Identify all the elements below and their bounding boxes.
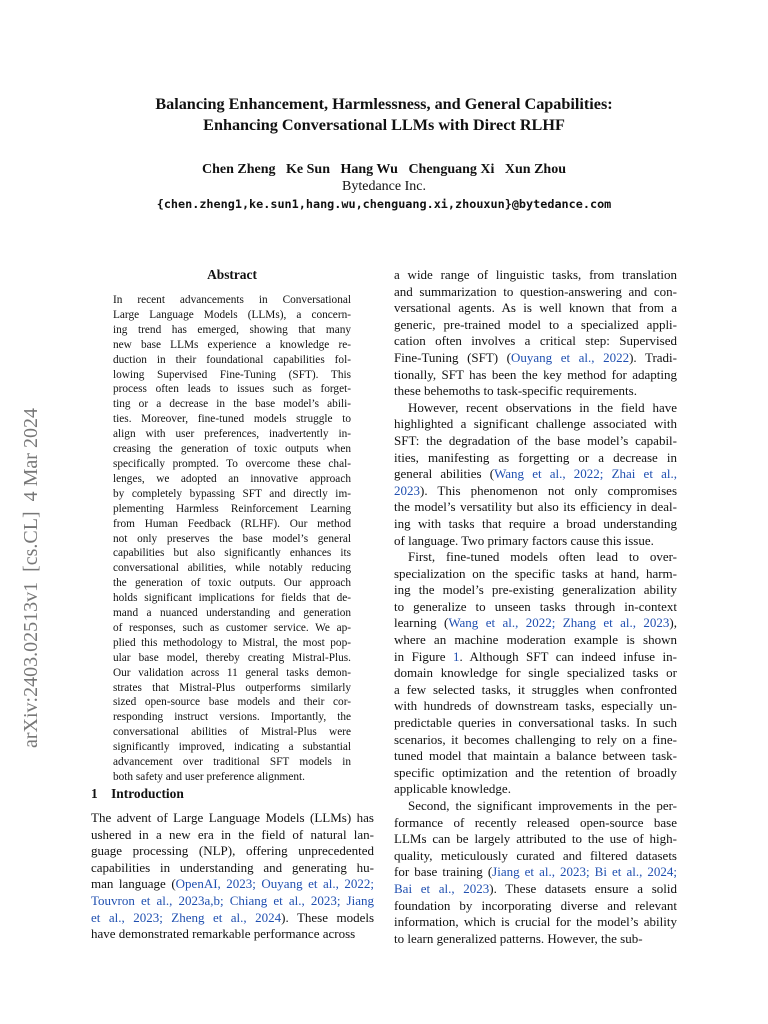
section-heading-introduction xyxy=(91,785,184,802)
body-line xyxy=(394,698,677,715)
citation-link[interactable]: Wang et al., 2022; Zhai et al., xyxy=(494,466,677,482)
body-text: ing the model’s pre-existing generalization ability xyxy=(394,582,677,598)
body-line xyxy=(394,864,677,881)
body-text: with hundreds of downstream tasks, especially un- xyxy=(394,698,677,714)
abstract-line: lowing Supervised Fine-Tuning (SFT). This xyxy=(113,368,351,381)
body-line xyxy=(394,383,677,400)
abstract-line: new base LLMs experience a knowledge re- xyxy=(113,338,351,351)
body-line xyxy=(394,400,677,417)
body-line xyxy=(394,483,677,500)
body-text: ). Tradi- xyxy=(629,349,677,365)
body-line xyxy=(394,416,677,433)
abstract-line: ular base model, thereby creating Mistral-Plus. xyxy=(113,651,351,664)
body-line xyxy=(394,267,677,284)
body-line xyxy=(394,715,677,732)
body-text: predictable queries in conversational tasks. In such xyxy=(394,715,677,731)
body-line xyxy=(394,848,677,865)
abstract-body xyxy=(113,293,351,785)
body-text: foundation by incorporating diverse and relevant xyxy=(394,897,677,913)
body-line xyxy=(91,827,374,844)
body-text: for base training ( xyxy=(394,864,493,880)
body-line xyxy=(394,781,677,798)
body-text: generic, pre-trained model to a specialized appli- xyxy=(394,316,677,332)
body-line xyxy=(91,926,374,943)
abstract-line: process often leads to issues such as forget- xyxy=(113,383,351,396)
body-line xyxy=(394,649,677,666)
abstract-line: responding instruct versions. Importantly, the xyxy=(113,711,351,724)
body-line xyxy=(91,876,374,893)
body-text: capabilities in understanding and generating hu- xyxy=(91,859,374,875)
body-line xyxy=(394,599,677,616)
abstract-line: specifically prompted. To overcome these chal- xyxy=(113,457,351,470)
intro-left-column xyxy=(91,810,374,943)
abstract-line: both safety and user preference alignment. xyxy=(113,771,305,783)
body-text: to learn generalized patterns. However, the sub- xyxy=(394,930,643,946)
title-line-2: Enhancing Conversational LLMs with Direct RLHF xyxy=(203,116,565,134)
section-title: Introduction xyxy=(111,786,184,801)
citation-link[interactable]: OpenAI, 2023; Ouyang et al., 2022; xyxy=(175,876,374,892)
body-text: . Although SFT can indeed infuse in- xyxy=(459,648,677,664)
body-text: ), xyxy=(669,615,677,631)
citation-link[interactable]: Jiang et al., 2023; Bi et al., 2024; xyxy=(492,864,677,880)
body-text: a wide range of linguistic tasks, from translation xyxy=(394,267,677,282)
abstract-line: strates that Mistral-Plus outperforms similarly xyxy=(113,681,351,694)
body-text: Second, the significant improvements in the per- xyxy=(408,798,677,813)
body-line xyxy=(394,881,677,898)
body-line xyxy=(394,549,677,566)
body-text: the model’s versatility but also its efficiency in deal- xyxy=(394,499,677,515)
body-line xyxy=(91,810,374,827)
abstract-line: conversational abilities, while notably reducing xyxy=(113,562,351,575)
body-line xyxy=(394,831,677,848)
abstract-line: ties. Moreover, fine-tuned models struggle to xyxy=(113,413,351,426)
body-line xyxy=(394,466,677,483)
body-line xyxy=(394,582,677,599)
body-line xyxy=(394,682,677,699)
affiliation: Bytedance Inc. xyxy=(342,179,426,194)
abstract-line: plementing Harmless Reinforcement Learning xyxy=(113,502,351,515)
body-line xyxy=(394,898,677,915)
body-text: in Figure xyxy=(394,648,453,664)
body-text: applicable knowledge. xyxy=(394,781,511,797)
body-line xyxy=(91,910,374,927)
body-line xyxy=(394,300,677,317)
body-line xyxy=(394,765,677,782)
abstract-line: In recent advancements in Conversational xyxy=(113,294,351,306)
body-line xyxy=(394,931,677,948)
body-text: ). This phenomenon not only compromises xyxy=(420,482,677,498)
abstract-line: from Human Feedback (RLHF). Our method xyxy=(113,517,351,530)
abstract-line: advancement over traditional SFT models in xyxy=(113,756,351,769)
abstract-heading: Abstract xyxy=(207,267,257,282)
body-line xyxy=(394,566,677,583)
body-line xyxy=(394,815,677,832)
body-line xyxy=(394,914,677,931)
abstract-line: capabilities but also significantly enhances its xyxy=(113,547,351,560)
body-text: have demonstrated remarkable performance across xyxy=(91,926,356,942)
citation-link[interactable]: et al., 2023; Zheng et al., 2024 xyxy=(91,909,282,925)
body-text: SFT: the degradation of the base model’s capabil- xyxy=(394,432,677,448)
citation-link[interactable]: Ouyang et al., 2022 xyxy=(511,349,630,365)
body-line xyxy=(91,843,374,860)
body-text: formance of recently released open-source base xyxy=(394,814,677,830)
intro-right-column xyxy=(394,267,677,947)
abstract-line: ing trend has emerged, showing that many xyxy=(113,323,351,336)
citation-link[interactable]: 1 xyxy=(452,648,460,664)
author-list: Chen Zheng Ke Sun Hang Wu Chenguang Xi Xun Zhou xyxy=(202,162,566,177)
title-line-1: Balancing Enhancement, Harmlessness, and General Capabilities: xyxy=(155,95,613,113)
body-text: quality, meticulously curated and filtered datasets xyxy=(394,847,677,863)
body-line xyxy=(91,860,374,877)
body-line xyxy=(394,665,677,682)
citation-link[interactable]: Wang et al., 2022; Zhang et al., 2023 xyxy=(448,615,670,631)
body-line xyxy=(394,748,677,765)
body-line xyxy=(394,350,677,367)
body-text: man language ( xyxy=(91,876,176,892)
body-text: ). These datasets ensure a solid xyxy=(489,880,677,896)
citation-link[interactable]: Touvron et al., 2023a,b; Chiang et al., 2023; Jiang xyxy=(91,892,374,908)
body-text: ing with tasks that require a broad understanding xyxy=(394,515,677,531)
body-text: The advent of Large Language Models (LLMs) has xyxy=(91,810,374,825)
section-number: 1 xyxy=(91,786,98,801)
body-text: scenarios, it becomes challenging to rely on a fine- xyxy=(394,731,677,747)
abstract-line: sized open-source base models and their cor- xyxy=(113,696,351,709)
body-text: Fine-Tuning (SFT) ( xyxy=(394,349,512,365)
body-text: where an machine moderation example is shown xyxy=(394,632,677,648)
body-line xyxy=(91,893,374,910)
body-line xyxy=(394,433,677,450)
citation-link[interactable]: Bai et al., 2023 xyxy=(394,880,490,896)
abstract-line: by completely bypassing SFT and directly im- xyxy=(113,487,351,500)
arxiv-identifier: arXiv:2403.02513v1 [cs.CL] 4 Mar 2024 xyxy=(20,408,42,748)
abstract-line: ting or a decrease in the base model’s abili- xyxy=(113,398,351,411)
abstract-line: mand a nuanced understanding and generation xyxy=(113,607,351,620)
abstract-line: Our validation across 11 general tasks demon- xyxy=(113,666,351,679)
abstract-line: holds significant implications for fields that de- xyxy=(113,592,351,605)
abstract-line: not only preserves the base model’s general xyxy=(113,532,351,545)
paper-title xyxy=(0,94,768,136)
body-text: First, fine-tuned models often lead to over- xyxy=(408,549,677,565)
body-text: However, recent observations in the field have xyxy=(408,399,677,415)
abstract-line: plied this methodology to Mistral, the most pop- xyxy=(113,636,351,649)
abstract-line: lenges, we adopted an innovative approach xyxy=(113,472,351,485)
body-line xyxy=(394,284,677,301)
body-line xyxy=(394,367,677,384)
abstract-line: significantly improved, indicating a substantial xyxy=(113,741,351,754)
body-text: general abilities ( xyxy=(394,466,495,482)
body-text: and summarization to question-answering and con- xyxy=(394,283,677,299)
body-text: highlighted a significant challenge associated with xyxy=(394,416,677,432)
abstract-line: of responses, such as customer service. We ap- xyxy=(113,621,351,634)
body-line xyxy=(394,516,677,533)
body-text: tuned model that maintain a balance between task- xyxy=(394,748,677,764)
body-line xyxy=(394,732,677,749)
body-text: ushered in a new era in the field of natural lan- xyxy=(91,826,374,842)
body-line xyxy=(394,333,677,350)
body-line xyxy=(394,632,677,649)
author-emails: {chen.zheng1,ke.sun1,hang.wu,chenguang.xi,zhouxun}@bytedance.com xyxy=(156,197,612,211)
body-text: these behemoths to task-specific requirements. xyxy=(394,383,637,399)
body-text: learning ( xyxy=(394,615,449,631)
body-text: a few selected tasks, it struggles when confronted xyxy=(394,681,677,697)
abstract-line: the generation of toxic outputs. Our approach xyxy=(113,577,351,590)
body-text: guage processing (NLP), offering unprecedented xyxy=(91,843,374,859)
body-text: domain knowledge for single specialized tasks or xyxy=(394,665,677,681)
body-text: to generalize to unseen tasks through in-context xyxy=(394,598,677,614)
body-text: versational agents. As is well known that from a xyxy=(394,300,677,316)
abstract-line: duction in their foundational capabilities fol- xyxy=(113,353,351,366)
body-line xyxy=(394,499,677,516)
body-line xyxy=(394,317,677,334)
abstract-line: align with user preferences, inadvertently in- xyxy=(113,428,351,441)
body-text: LLMs can be largely attributed to the use of high- xyxy=(394,831,677,847)
body-text: specific optimization and the retention of broadly xyxy=(394,764,677,780)
body-text: ities, manifesting as forgetting or a decrease in xyxy=(394,449,677,465)
abstract-line: conversational abilities of Mistral-Plus were xyxy=(113,726,351,739)
citation-link[interactable]: 2023 xyxy=(394,482,420,498)
body-line xyxy=(394,615,677,632)
body-text: specialization on the specific tasks at hand, harm- xyxy=(394,565,677,581)
body-line xyxy=(394,798,677,815)
body-text: of language. Two primary factors cause this issue. xyxy=(394,532,654,548)
abstract-line: creasing the generation of toxic outputs when xyxy=(113,443,351,456)
body-line xyxy=(394,533,677,550)
body-text: information, which is crucial for the model’s ability xyxy=(394,914,677,930)
body-text: ). These models xyxy=(281,909,375,925)
body-text: tionally, SFT has been the key method for adapting xyxy=(394,366,677,382)
body-line xyxy=(394,450,677,467)
abstract-line: Large Language Models (LLMs), a concern- xyxy=(113,308,351,321)
body-text: cation often involves a critical step: Supervised xyxy=(394,333,677,349)
